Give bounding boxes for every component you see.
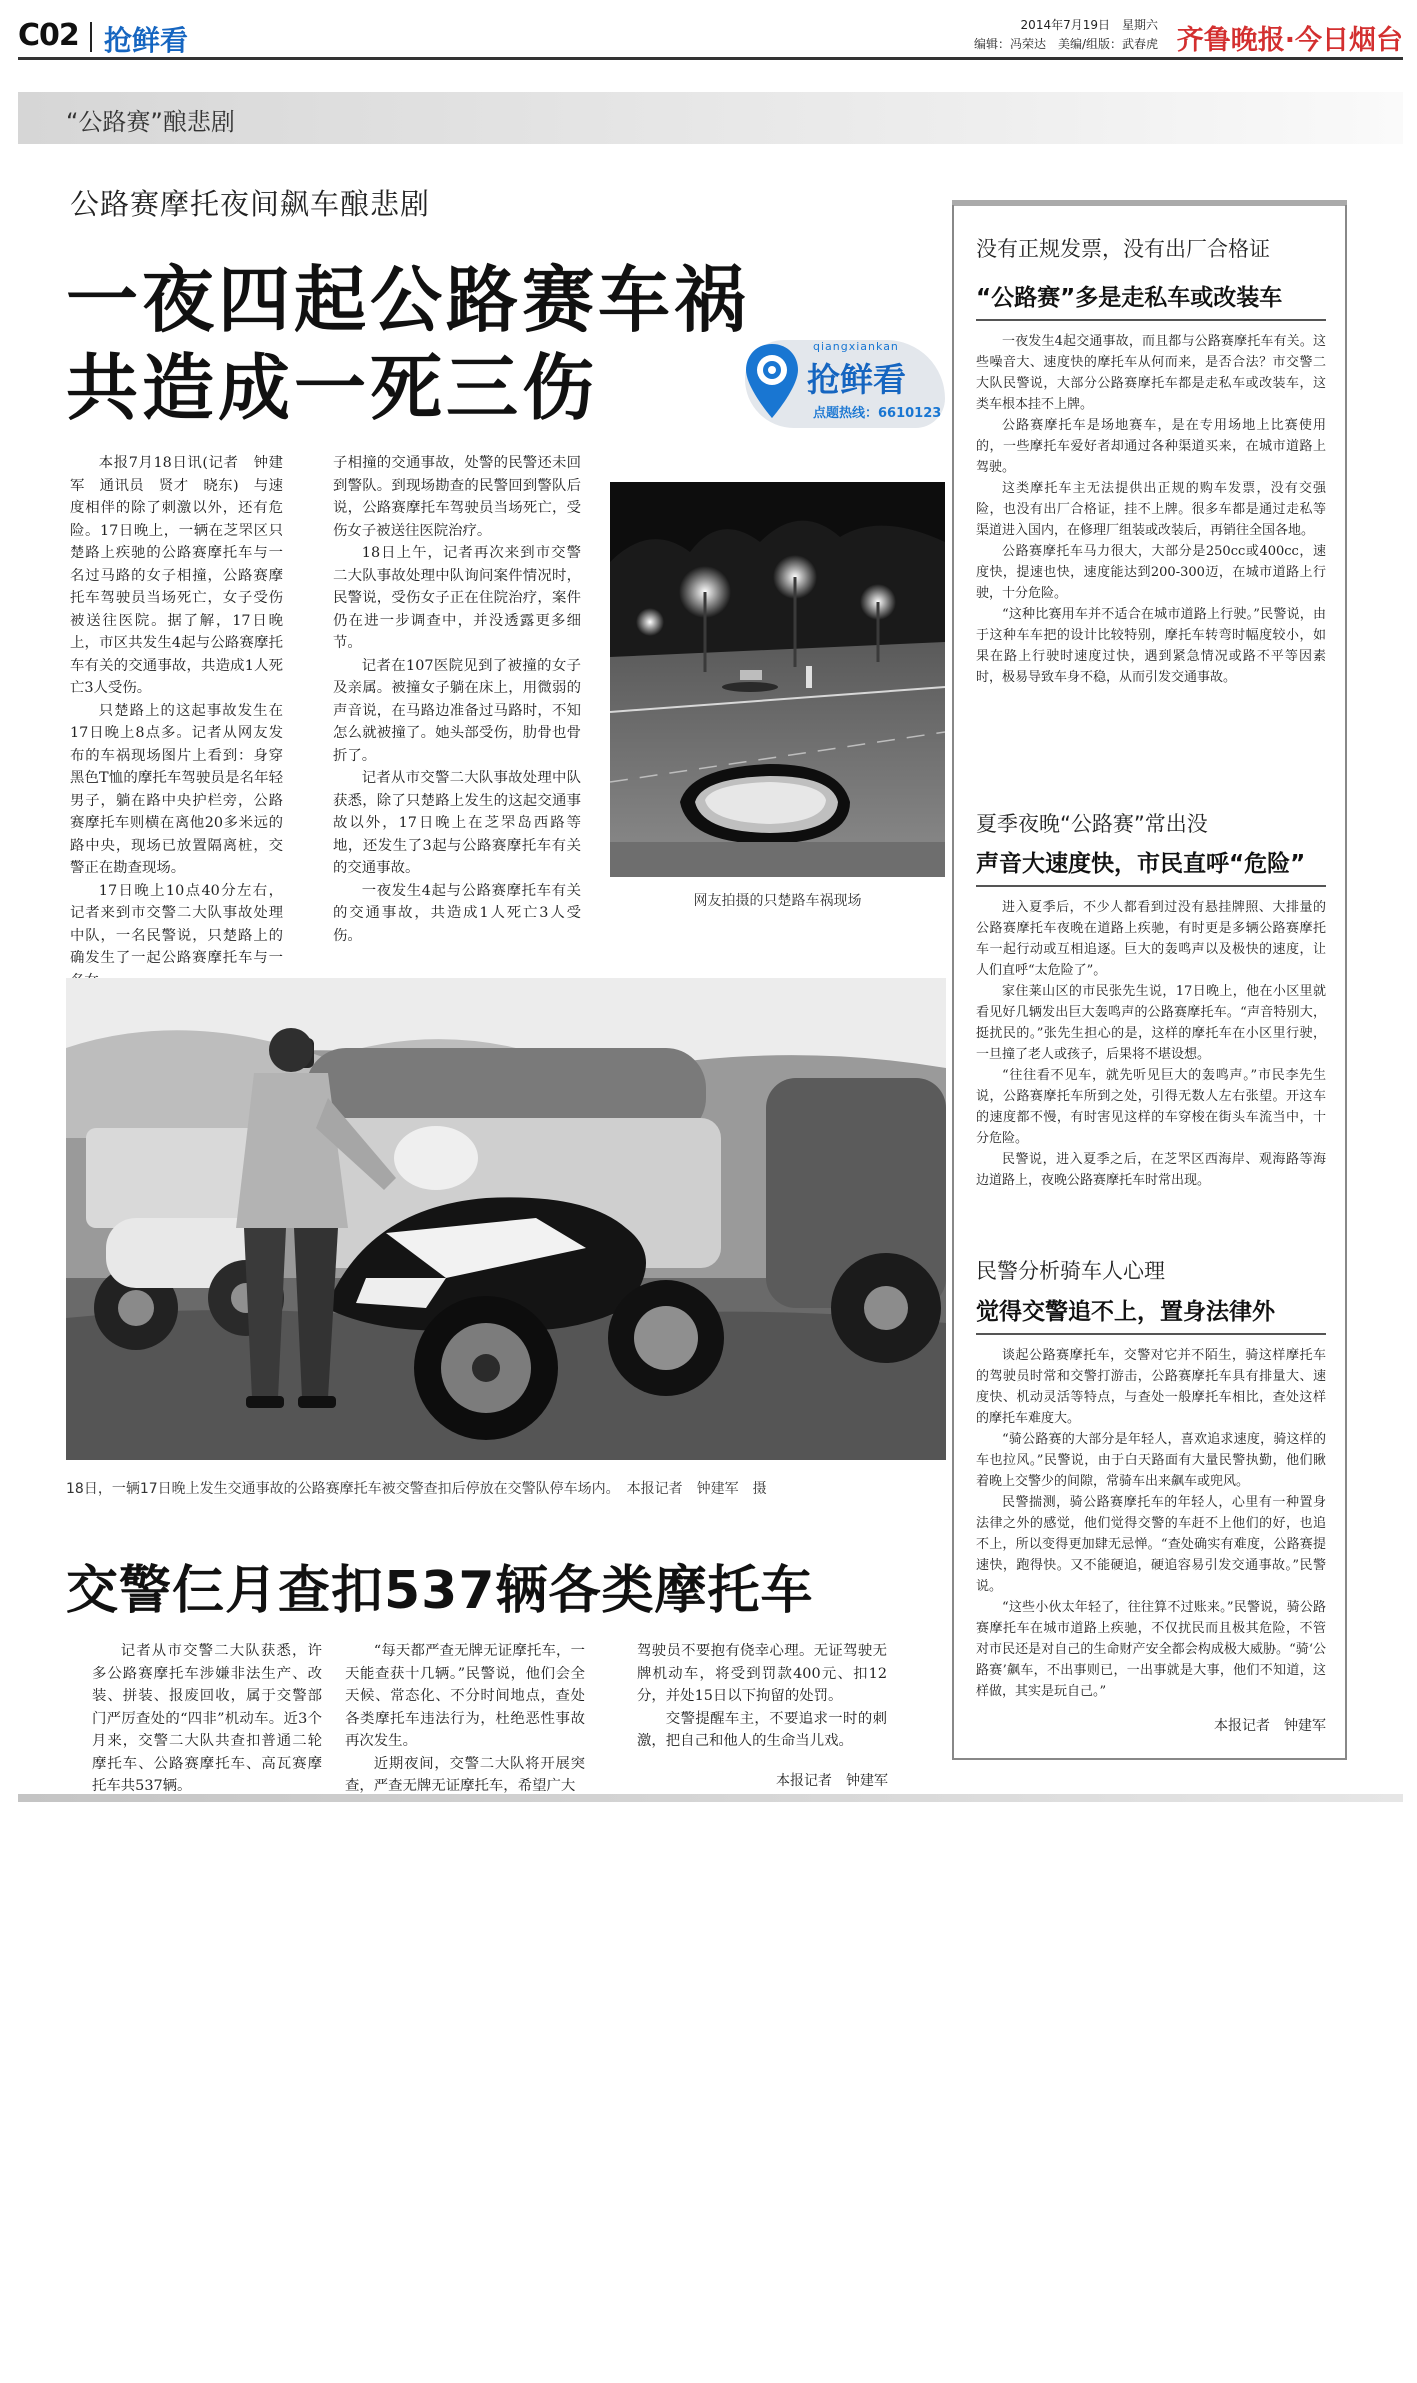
impounded-motorcycle-illustration xyxy=(66,978,946,1460)
page-number: C02 xyxy=(18,18,79,53)
logo-text: 抢鲜看 xyxy=(807,360,906,399)
paragraph: “这种比赛用车并不适合在城市道路上行驶。”民警说，由于这种车车把的设计比较特别，摩托车转弯时幅度较小，如果在路上行驶时速度过快，遇到紧急情况或路不平等因素时，极易导致车身不稳，从而引发交通事故。 xyxy=(976,607,1326,685)
sidebar3-title: 觉得交警追不上，置身法律外 xyxy=(976,1299,1275,1325)
article2-column-3 xyxy=(637,1640,887,1753)
sidebar1-title: “公路赛”多是走私车或改装车 xyxy=(976,285,1283,311)
paragraph: 一夜发生4起与公路赛摩托车有关的交通事故，共造成1人死亡3人受伤。 xyxy=(333,882,581,944)
main-kicker: 公路赛摩托夜间飙车酿悲剧 xyxy=(70,187,431,221)
paragraph: 公路赛摩托车马力很大，大部分是250cc或400cc，速度快，提速也快，速度能达到200-300迈，在城市道路上行驶，十分危险。 xyxy=(976,544,1326,601)
paragraph-continued: 子相撞的交通事故，处警的民警还未回到警队。到现场勘查的民警回到警队后说，公路赛摩托车驾驶员当场死亡，受伤女子被送往医院治疗。 xyxy=(333,455,581,539)
sidebar1-body xyxy=(976,331,1326,688)
article2-headline: 交警仨月查扣537辆各类摩托车 xyxy=(66,1561,814,1621)
newspaper-brand: 齐鲁晚报·今日烟台 xyxy=(1176,25,1403,56)
logo-hotline: 点题热线：6610123 xyxy=(813,406,942,421)
header-divider xyxy=(90,22,92,52)
sidebar2-rule xyxy=(976,885,1326,887)
paragraph: “每天都严查无牌无证摩托车，一天能查获十几辆。”民警说，他们会全天候、常态化、不分时间地点，查处各类摩托车违法行为，杜绝恶性事故再次发生。 xyxy=(345,1643,585,1749)
motorcycle-photo-caption: 18日，一辆17日晚上发生交通事故的公路赛摩托车被交警查扣后停放在交警队停车场内。 本报记者 钟建军 摄 xyxy=(66,1481,767,1497)
issue-date: 2014年7月19日 星期六 xyxy=(1020,18,1158,32)
sidebar-byline: 本报记者 钟建军 xyxy=(1214,1718,1326,1734)
editor-credits: 编辑：冯荣达 美编/组版：武春虎 xyxy=(973,37,1158,51)
paragraph: 近期夜间，交警二大队将开展突查，严查无牌无证摩托车，希望广大 xyxy=(345,1755,585,1794)
paragraph: 这类摩托车主无法提供出正规的购车发票，没有交强险，也没有出厂合格证，挂不上牌。很多车都是通过走私等渠道进入国内，在修理厂组装或改装后，再销往全国各地。 xyxy=(976,481,1326,538)
sidebar1-kicker: 没有正规发票，没有出厂合格证 xyxy=(976,237,1270,261)
paragraph: “骑公路赛的大部分是年轻人，喜欢追求速度，骑这样的车也拉风。”民警说，由于白天路面有大量民警执勤，他们瞅着晚上交警少的间隙，常骑车出来飙车或兜风。 xyxy=(976,1432,1326,1489)
main-article-column-1 xyxy=(70,452,283,992)
main-headline-line-2: 共造成一死三伤 xyxy=(66,346,599,430)
article2-column-2 xyxy=(345,1640,585,1798)
impounded-motorcycle-photo xyxy=(66,978,946,1460)
paragraph: 记者从市交警二大队事故处理中队获悉，除了只楚路上发生的这起交通事故以外，17日晚上在芝罘岛西路等地，还发生了3起与公路赛摩托车有关的交通事故。 xyxy=(333,770,581,876)
accident-photo-caption: 网友拍摄的只楚路车祸现场 xyxy=(693,893,862,909)
column-logo xyxy=(735,330,950,435)
sidebar2-body xyxy=(976,897,1326,1191)
main-article-column-2 xyxy=(333,452,581,947)
paragraph: 记者从市交警二大队获悉，许多公路赛摩托车涉嫌非法生产、改装、拼装、报废回收，属于交警部门严厉查处的“四非”机动车。近3个月来，交警二大队共查扣普通二轮摩托车、公路赛摩托车、高瓦赛摩托车共537辆。 xyxy=(92,1643,322,1794)
paragraph: 本报7月18日讯(记者 钟建军 通讯员 贤才 晓东) 与速度相伴的除了刺激以外，还有危险。17日晚上，一辆在芝罘区只楚路上疾驰的公路赛摩托车与一名过马路的女子相撞，公路赛摩托车驾驶员当场死亡，女子受伤被送往医院。据了解，17日晚上，市区共发生4起与公路赛摩托车有关的交通事故，共造成1人死亡3人受伤。 xyxy=(70,455,283,696)
sidebar1-rule xyxy=(976,319,1326,321)
paragraph: 18日上午，记者再次来到市交警二大队事故处理中队询问案件情况时，民警说，受伤女子正在住院治疗，案件仍在进一步调查中，并没透露更多细节。 xyxy=(333,545,581,651)
article2-column-1 xyxy=(92,1640,322,1798)
sidebar3-rule xyxy=(976,1333,1326,1335)
paragraph: 一夜发生4起交通事故，而且都与公路赛摩托车有关。这些噪音大、速度快的摩托车从何而来，是否合法？市交警二大队民警说，大部分公路赛摩托车都是走私车或改装车，这类车根本挂不上牌。 xyxy=(976,334,1326,412)
paragraph: 进入夏季后，不少人都看到过没有悬挂牌照、大排量的公路赛摩托车夜晚在道路上疾驰，有时更是多辆公路赛摩托车一起行动或互相追逐。巨大的轰鸣声以及极快的速度，让人们直呼“太危险了”。 xyxy=(976,900,1326,978)
paragraph: 公路赛摩托车是场地赛车，是在专用场地上比赛使用的，一些摩托车爱好者却通过各种渠道买来，在城市道路上驾驶。 xyxy=(976,418,1326,475)
paragraph: 交警提醒车主，不要追求一时的刺激，把自己和他人的生命当儿戏。 xyxy=(637,1710,887,1749)
paragraph: 谈起公路赛摩托车，交警对它并不陌生，骑这样摩托车的驾驶员时常和交警打游击，公路赛摩托车具有排量大、速度快、机动灵活等特点，与查处一般摩托车相比，查处这样的摩托车难度大。 xyxy=(976,1348,1326,1426)
sidebar-box xyxy=(952,205,1347,1760)
location-pin-icon xyxy=(743,342,801,420)
paragraph-continued: 驾驶员不要抱有侥幸心理。无证驾驶无牌机动车，将受到罚款400元、扣12分，并处15日以下拘留的处罚。 xyxy=(637,1643,887,1704)
sidebar3-body xyxy=(976,1345,1326,1702)
paragraph: “往往看不见车，就先听见巨大的轰鸣声。”市民李先生说，公路赛摩托车所到之处，引得无数人左右张望。开这车的速度都不慢，有时害见这样的车穿梭在街头车流当中，十分危险。 xyxy=(976,1068,1326,1146)
topic-bar xyxy=(18,92,1403,144)
topic-label: “公路赛”酿悲剧 xyxy=(66,108,235,136)
paragraph: “这些小伙太年轻了，往往算不过账来。”民警说，骑公路赛摩托车在城市道路上疾驰，不仅扰民而且极其危险，不管对市民还是对自己的生命财产安全都会构成极大威胁。“骑‘公路赛’飙车，不出事则已，一出事就是大事，他们不知道，这样做，其实是玩自己。” xyxy=(976,1600,1326,1699)
accident-scene-illustration xyxy=(610,482,945,877)
sidebar2-title: 声音大速度快，市民直呼“危险” xyxy=(976,851,1306,877)
logo-pinyin: qiangxiankan xyxy=(813,340,899,353)
paragraph: 家住莱山区的市民张先生说，17日晚上，他在小区里就看见好几辆发出巨大轰鸣声的公路赛摩托车。“声音特别大，挺扰民的。”张先生担心的是，这样的摩托车在小区里行驶，一旦撞了老人或孩子，后果将不堪设想。 xyxy=(976,984,1326,1062)
paragraph: 只楚路上的这起事故发生在17日晚上8点多。记者从网友发布的车祸现场图片上看到：身穿黑色T恤的摩托车驾驶员是名年轻男子，躺在路中央护栏旁，公路赛摩托车则横在离他20多米远的路中央，现场已放置隔离桩，交警正在勘查现场。 xyxy=(70,702,283,876)
section-name: 抢鲜看 xyxy=(104,24,189,57)
paragraph: 民警揣测，骑公路赛摩托车的年轻人，心里有一种置身法律之外的感觉，他们觉得交警的车赶不上他们的好，也追不上，所以变得更加肆无忌惮。“查处确实有难度，公路赛提速快，跑得快。又不能硬追，硬追容易引发交通事故。”民警说。 xyxy=(976,1495,1326,1594)
article2-byline: 本报记者 钟建军 xyxy=(776,1773,888,1789)
paragraph: 记者在107医院见到了被撞的女子及亲属。被撞女子躺在床上，用微弱的声音说，在马路边准备过马路时，不知怎么就被撞了。她头部受伤，肋骨也骨折了。 xyxy=(333,657,581,764)
sidebar3-kicker: 民警分析骑车人心理 xyxy=(976,1259,1165,1283)
header-meta xyxy=(918,16,1158,54)
main-headline-line-1: 一夜四起公路赛车祸 xyxy=(66,258,751,342)
paragraph: 17日晚上10点40分左右，记者来到市交警二大队事故处理中队，一名民警说，只楚路上的确发生了一起公路赛摩托车与一 xyxy=(70,882,283,966)
page-header xyxy=(18,14,1403,60)
accident-scene-photo xyxy=(610,482,945,877)
paragraph: 民警说，进入夏季之后，在芝罘区西海岸、观海路等海边道路上，夜晚公路赛摩托车时常出现。 xyxy=(976,1152,1326,1188)
bottom-rule xyxy=(18,1794,1403,1802)
sidebar2-kicker: 夏季夜晚“公路赛”常出没 xyxy=(976,812,1208,836)
